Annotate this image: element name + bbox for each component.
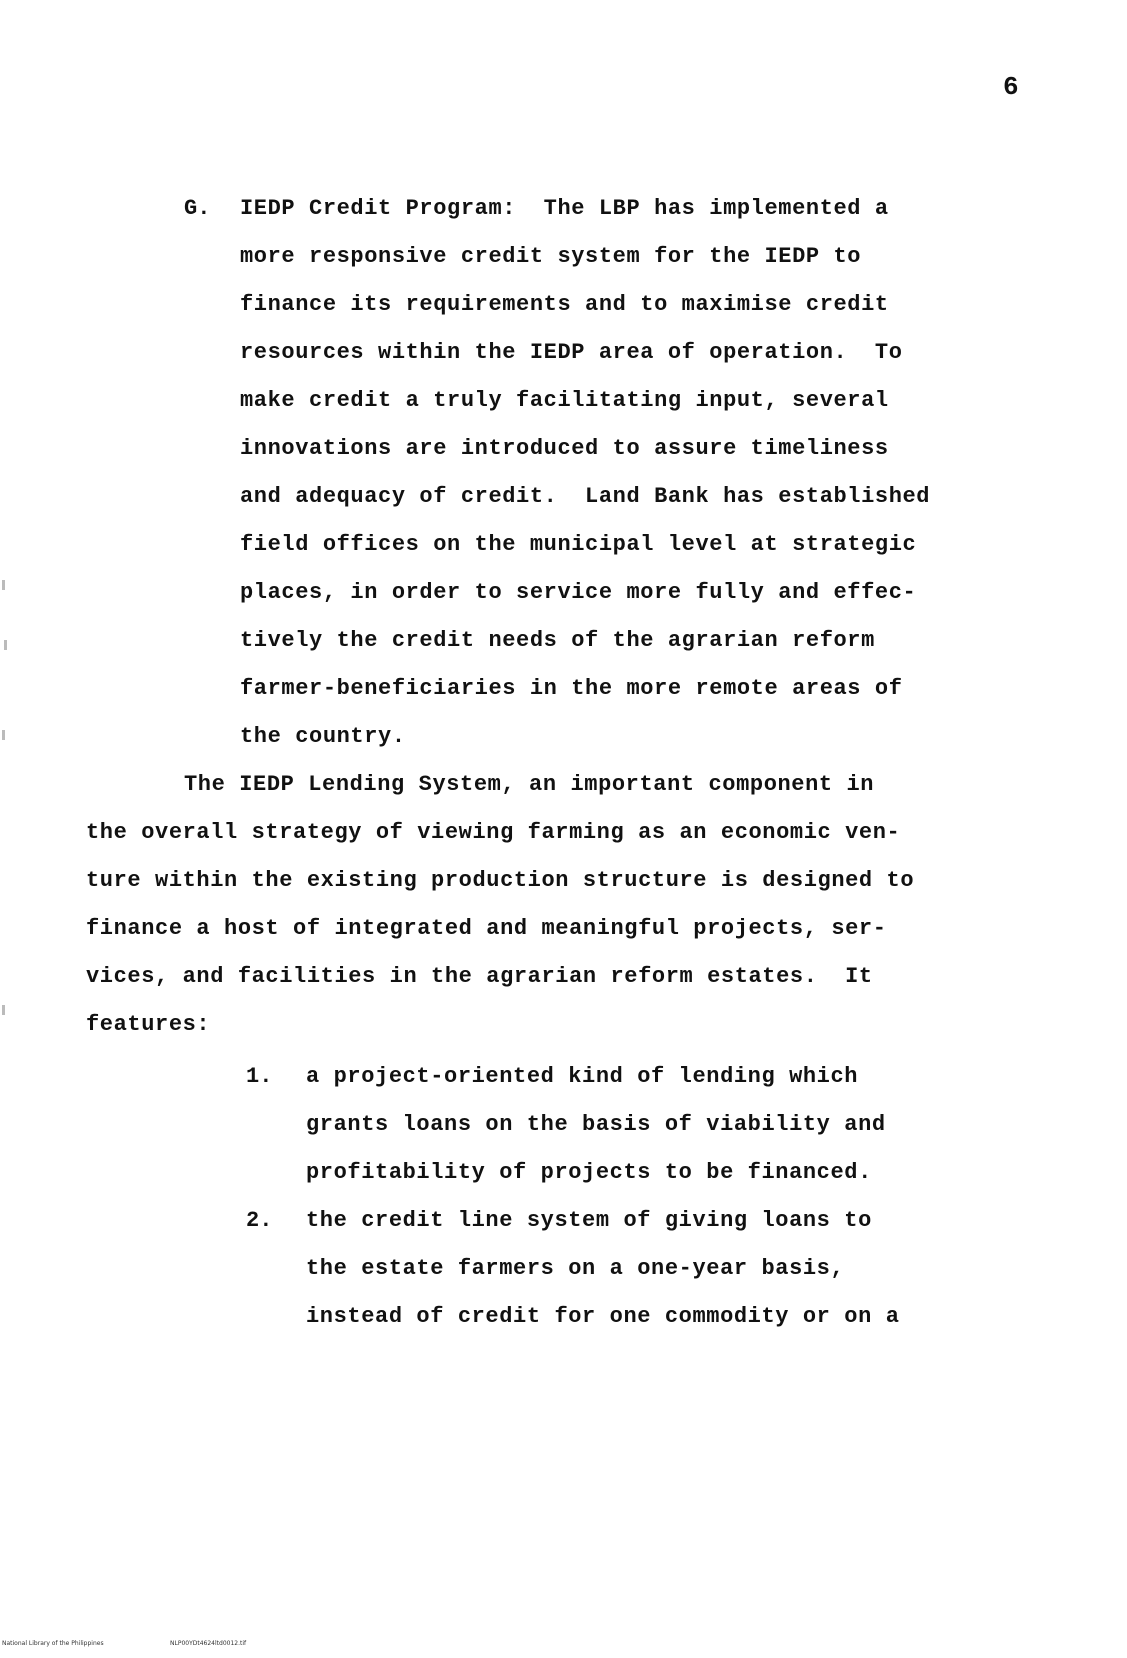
lending-line: features:: [86, 1012, 211, 1037]
section-g-line: places, in order to service more fully and effec-: [240, 580, 917, 605]
section-g-label: G.: [184, 196, 211, 221]
footer-filename: NLP00YDt4624ltd0012.tif: [170, 1640, 247, 1647]
feature-number: 1.: [246, 1064, 273, 1089]
scan-speck: [2, 580, 5, 590]
feature-line: the estate farmers on a one-year basis,: [306, 1256, 845, 1281]
scan-speck: [2, 730, 5, 740]
feature-line: the credit line system of giving loans to: [306, 1208, 872, 1233]
section-g-line: tively the credit needs of the agrarian reform: [240, 628, 875, 653]
section-g-line: and adequacy of credit. Land Bank has established: [240, 484, 931, 509]
lending-line: ture within the existing production structure is designed to: [86, 868, 915, 893]
section-g-line: finance its requirements and to maximise credit: [240, 292, 889, 317]
feature-line: profitability of projects to be financed.: [306, 1160, 872, 1185]
section-g-line: the country.: [240, 724, 406, 749]
section-g-line: make credit a truly facilitating input, several: [240, 388, 889, 413]
scan-speck: [2, 1005, 5, 1015]
feature-line: a project-oriented kind of lending which: [306, 1064, 859, 1089]
section-g-line: field offices on the municipal level at strategic: [240, 532, 917, 557]
section-g-line: more responsive credit system for the IEDP to: [240, 244, 862, 269]
feature-number: 2.: [246, 1208, 273, 1233]
section-g-line: IEDP Credit Program: The LBP has implemented a: [240, 196, 889, 221]
feature-line: grants loans on the basis of viability and: [306, 1112, 886, 1137]
section-g-line: resources within the IEDP area of operation. To: [240, 340, 903, 365]
lending-line: finance a host of integrated and meaningful projects, ser-: [86, 916, 887, 941]
footer-library: National Library of the Philippines: [2, 1640, 104, 1647]
section-g-line: farmer-beneficiaries in the more remote areas of: [240, 676, 903, 701]
page-number: 6: [1003, 72, 1019, 102]
lending-line: The IEDP Lending System, an important component in: [184, 772, 875, 797]
lending-line: the overall strategy of viewing farming as an economic ven-: [86, 820, 901, 845]
section-g-line: innovations are introduced to assure timeliness: [240, 436, 889, 461]
scan-speck: [4, 640, 7, 650]
feature-line: instead of credit for one commodity or on a: [306, 1304, 900, 1329]
lending-line: vices, and facilities in the agrarian reform estates. It: [86, 964, 873, 989]
